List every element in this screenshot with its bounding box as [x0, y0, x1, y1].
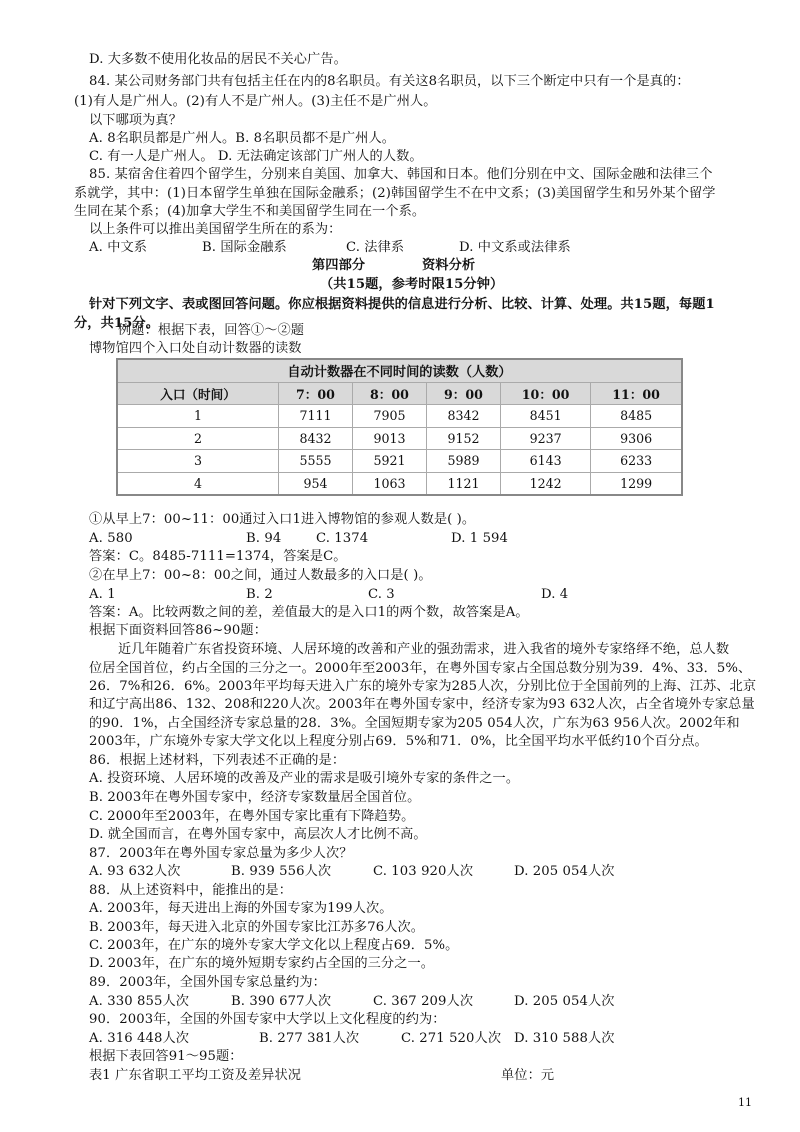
section-part-title: 第四部分: [312, 258, 366, 273]
option-c: C. 103 920人次: [373, 864, 474, 879]
option-a: A. 330 855人次: [89, 994, 190, 1009]
table-header: 10：00: [501, 382, 591, 405]
option-d: D. 1 594: [451, 531, 509, 546]
option-a: A. 1: [89, 587, 116, 602]
table-cell: 5921: [353, 450, 427, 473]
table-cell: 8485: [591, 405, 682, 428]
table-cell: 9237: [501, 427, 591, 450]
material-paragraph: 和辽宁高出86、132、208和220人次。2003年在粤外国专家中，经济专家为93 632人次，占全省境外专家总量: [89, 697, 755, 712]
question-88: 88．从上述资料中，能推出的是：: [89, 883, 293, 898]
table-title: 博物馆四个入口处自动计数器的读数: [89, 341, 302, 356]
table-cell: 4: [117, 472, 279, 495]
example-answer-2: 答案：A。比较两数之间的差，差值最大的是入口1的两个数，故答案是A。: [89, 605, 529, 620]
option-c: C. 367 209人次: [373, 994, 474, 1009]
option-c: C. 2000年至2003年，在粤外国专家比重有下降趋势。: [89, 809, 415, 824]
option-line: C. 有一人是广州人。 D. 无法确定该部门广州人的人数。: [89, 149, 423, 164]
table-cell: 5989: [427, 450, 501, 473]
material-intro: 根据下面资料回答86~90题：: [89, 623, 267, 638]
question-89: 89．2003年，全国外国专家总量约为：: [89, 975, 326, 990]
option-d: D. 2003年，在广东的境外短期专家约占全国的三分之一。: [89, 956, 435, 971]
example-question-1: ①从早上7：00~11：00通过入口1进入博物馆的参观人数是( )。: [89, 512, 476, 527]
option-c: C. 1374: [316, 531, 369, 546]
counter-table: [116, 358, 683, 496]
table-1-unit: 单位：元: [501, 1068, 555, 1083]
option-d: D. 就全国而言，在粤外国专家中，高层次人才比例不高。: [89, 827, 427, 842]
material-paragraph: 2003年，广东境外专家大学文化以上程度分别占69．5%和71．0%，比全国平均水平低约10个百分点。: [89, 734, 708, 749]
table-header: 8：00: [353, 382, 427, 405]
table-cell: 9306: [591, 427, 682, 450]
table-cell: 1299: [591, 472, 682, 495]
example-question-2: ②在早上7：00~8：00之间，通过人数最多的入口是( )。: [89, 568, 432, 583]
example-intro: 例题：根据下表，回答①～②题: [118, 323, 305, 338]
question-90: 90．2003年，全国的外国专家中大学以上文化程度的约为：: [89, 1012, 446, 1027]
table-cell: 6143: [501, 450, 591, 473]
table-row: [117, 450, 682, 473]
table-cell: 7905: [353, 405, 427, 428]
table-header: 入口（时间）: [117, 382, 279, 405]
table-cell: 954: [279, 472, 353, 495]
option-c: C. 271 520人次: [401, 1031, 502, 1046]
table-intro: 根据下表回答91～95题：: [89, 1049, 243, 1064]
table-cell: 1242: [501, 472, 591, 495]
option-line: A. 8名职员都是广州人。B. 8名职员都不是广州人。: [89, 131, 396, 146]
table-cell: 9152: [427, 427, 501, 450]
option-d: D. 205 054人次: [514, 994, 615, 1009]
table-cell: 8432: [279, 427, 353, 450]
option-c: C. 法律系: [346, 240, 405, 255]
table-cell: 8342: [427, 405, 501, 428]
table-header: 7：00: [279, 382, 353, 405]
question-86: 86．根据上述材料，下列表述不正确的是：: [89, 753, 346, 768]
option-b: B. 94: [246, 531, 282, 546]
section-subtitle: （共15题，参考时限15分钟）: [320, 277, 504, 292]
table-cell: 3: [117, 450, 279, 473]
table-row: [117, 472, 682, 495]
option-a: A. 2003年，每天进出上海的外国专家为199人次。: [89, 901, 393, 916]
table-cell: 1063: [353, 472, 427, 495]
option-b: B. 277 381人次: [259, 1031, 360, 1046]
table-row: [117, 405, 682, 428]
material-paragraph: 近几年随着广东省投资环境、人居环境的改善和产业的强劲需求，进入我省的境外专家络绎不绝，总人数: [118, 642, 730, 657]
option-b: B. 国际金融系: [202, 240, 287, 255]
text-line: 以上条件可以推出美国留学生所在的系为：: [89, 222, 342, 237]
material-paragraph: 的90．1%，占全国经济专家总量的28．3%。全国短期专家为205 054人次，广东为63 956人次。2002年和: [89, 716, 740, 731]
option-d: D. 中文系或法律系: [459, 240, 571, 255]
table-header: 11：00: [591, 382, 682, 405]
table-cell: 2: [117, 427, 279, 450]
table-header: 9：00: [427, 382, 501, 405]
option-a: A. 93 632人次: [89, 864, 181, 879]
table-cell: 6233: [591, 450, 682, 473]
text-line: 系就学，其中：(1)日本留学生单独在国际金融系；(2)韩国留学生不在中文系；(3)美国留学生和另外某个留学: [74, 186, 716, 201]
option-a: A. 中文系: [89, 240, 148, 255]
question-84: 84. 某公司财务部门共有包括主任在内的8名职员。有关这8名职员，以下三个断定中只有一个是真的：: [89, 74, 690, 89]
question-87: 87．2003年在粤外国专家总量为多少人次？: [89, 846, 353, 861]
option-b: B. 2003年在粤外国专家中，经济专家数量居全国首位。: [89, 790, 421, 805]
section-subject-title: 资料分析: [422, 258, 476, 273]
question-85: 85. 某宿舍住着四个留学生，分别来自美国、加拿大、韩国和日本。他们分别在中文、国际金融和法律三个: [89, 167, 713, 182]
table-cell: 1: [117, 405, 279, 428]
text-line: 生同在某个系；(4)加拿大学生不和美国留学生同在一个系。: [74, 204, 426, 219]
table-caption: 自动计数器在不同时间的读数（人数）: [117, 359, 682, 382]
text-line: 以下哪项为真？: [89, 113, 183, 128]
option-b: B. 390 677人次: [231, 994, 332, 1009]
table-cell: 8451: [501, 405, 591, 428]
example-answer-1: 答案：C。8485-7111=1374，答案是C。: [89, 549, 347, 564]
table-1-title: 表1 广东省职工平均工资及差异状况: [89, 1068, 302, 1083]
option-line: D. 大多数不使用化妆品的居民不关心广告。: [89, 52, 347, 67]
page-number: 11: [738, 1096, 752, 1109]
option-d: D. 310 588人次: [514, 1031, 615, 1046]
table-cell: 9013: [353, 427, 427, 450]
option-a: A. 316 448人次: [89, 1031, 190, 1046]
section-instructions-cont: 分，共15分。: [74, 316, 159, 331]
option-c: C. 3: [368, 587, 395, 602]
option-b: B. 2: [246, 587, 273, 602]
table-cell: 5555: [279, 450, 353, 473]
option-a: A. 580: [89, 531, 133, 546]
option-b: B. 939 556人次: [231, 864, 332, 879]
option-c: C. 2003年，在广东的境外专家大学文化以上程度占69．5%。: [89, 938, 459, 953]
table-row: [117, 427, 682, 450]
option-a: A. 投资环境、人居环境的改善及产业的需求是吸引境外专家的条件之一。: [89, 771, 520, 786]
material-paragraph: 26．7%和26．6%。2003年平均每天进入广东的境外专家为285人次，分别比位于全国前列的上海、江苏、北京: [89, 679, 757, 694]
option-b: B. 2003年，每天进入北京的外国专家比江苏多76人次。: [89, 920, 425, 935]
material-paragraph: 位居全国首位，约占全国的三分之一。2000年至2003年，在粤外国专家占全国总数分别为39．4%、33．5%、: [89, 661, 752, 676]
table-cell: 1121: [427, 472, 501, 495]
table-cell: 7111: [279, 405, 353, 428]
text-line: (1)有人是广州人。(2)有人不是广州人。(3)主任不是广州人。: [74, 94, 437, 109]
section-instructions: 针对下列文字、表或图回答问题。你应根据资料提供的信息进行分析、比较、计算、处理。共15题，每题1: [89, 297, 715, 312]
option-d: D. 205 054人次: [514, 864, 615, 879]
option-d: D. 4: [541, 587, 569, 602]
